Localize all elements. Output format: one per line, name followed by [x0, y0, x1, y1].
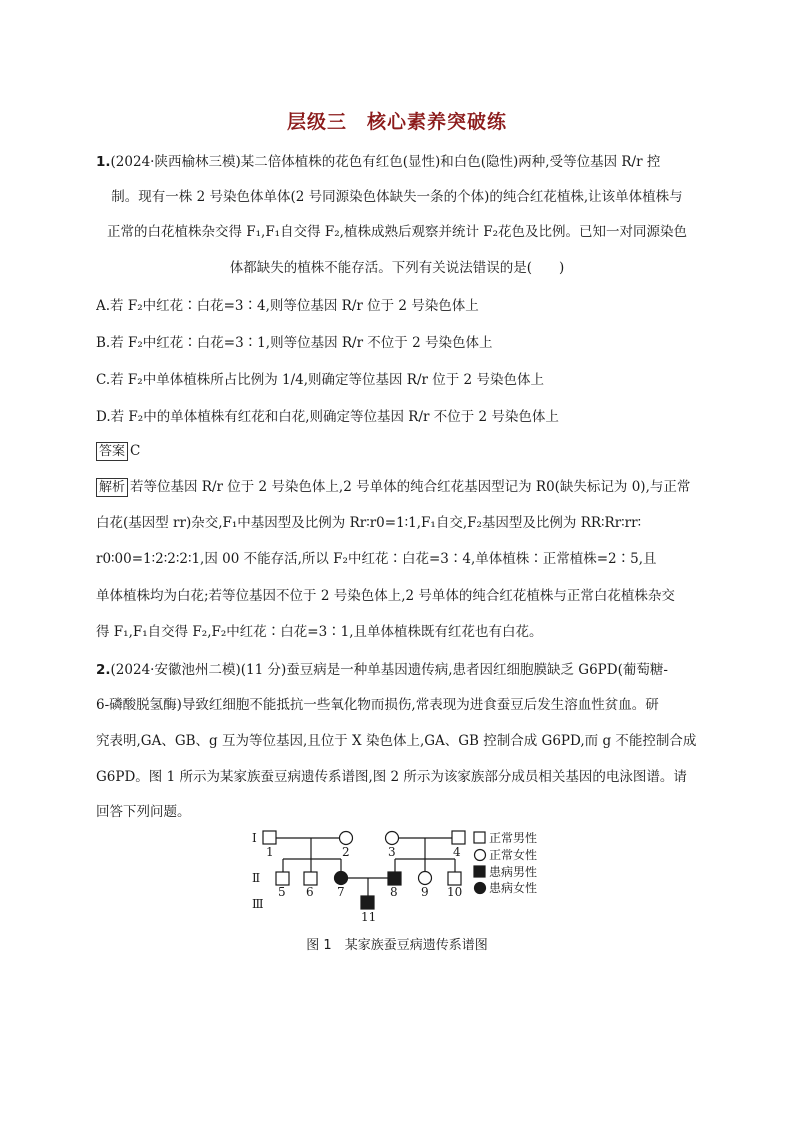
- page-title: 层级三 核心素养突破练: [286, 111, 507, 133]
- number-7: 7: [337, 885, 345, 899]
- question-1-line-3: 正常的白花植株杂交得 F₁,F₁自交得 F₂,植株成熟后观察并统计 F₂花色及比例。已知一对同源染色: [106, 224, 688, 240]
- question-1-line-2: 制。现有一株 2 号染色体单体(2 号同源染色体缺失一条的个体)的纯合红花植株,让该单体植株与: [111, 189, 683, 205]
- individual-10-male: [448, 872, 461, 885]
- individual-6-male: [304, 872, 317, 885]
- number-1: 1: [266, 845, 274, 859]
- answer-tag: 答案: [96, 442, 128, 461]
- individual-9-female: [419, 872, 432, 885]
- generation-label-2: Ⅱ: [252, 871, 261, 885]
- legend-normal-female: 正常女性: [489, 848, 538, 862]
- legend-normal-male-icon: [474, 832, 485, 843]
- figure-caption: 图 1 某家族蚕豆病遗传系谱图: [306, 938, 488, 953]
- number-2: 2: [342, 845, 350, 859]
- generation-label-3: Ⅲ: [252, 897, 264, 911]
- analysis-line-3: r0∶00=1∶2∶2∶2∶1,因 00 不能存活,所以 F₂中红花∶白花=3∶4,单体植株∶正常植株=2∶5,且: [96, 551, 657, 567]
- number-11: 11: [361, 910, 377, 924]
- question-2-text: (2024·安徽池州二模)(11 分)蚕豆病是一种单基因遗传病,患者因红细胞膜缺乏 G6PD(葡萄糖-: [110, 662, 668, 678]
- number-4: 4: [453, 845, 461, 859]
- individual-4-male: [452, 831, 465, 844]
- individual-1-male: [263, 831, 276, 844]
- legend-affected-male: 患病男性: [489, 865, 538, 879]
- question-1-text: (2024·陕西榆林三模)某二倍体植株的花色有红色(显性)和白色(隐性)两种,受等位基因 R/r 控: [110, 154, 661, 170]
- number-9: 9: [421, 885, 429, 899]
- analysis-line-4: 单体植株均为白花;若等位基因不位于 2 号染色体上,2 号单体的纯合红花植株与正常白花植株杂交: [96, 588, 675, 604]
- legend-affected-female: 患病女性: [489, 881, 538, 895]
- individual-7-affected-female: [335, 872, 348, 885]
- question-2-number: 2.: [96, 662, 111, 678]
- answer-value: C: [130, 443, 141, 459]
- analysis-line-5: 得 F₁,F₁自交得 F₂,F₂中红花∶白花=3∶1,且单体植株既有红花也有白花。: [96, 624, 543, 640]
- analysis-line-2: 白花(基因型 rr)杂交,F₁中基因型及比例为 Rr∶r0=1∶1,F₁自交,F₂基因型及比例为 RR∶Rr∶rr∶: [96, 515, 642, 531]
- individual-5-male: [276, 872, 289, 885]
- option-b: B.若 F₂中红花∶白花=3∶1,则等位基因 R/r 不位于 2 号染色体上: [96, 335, 493, 351]
- individual-2-female: [340, 832, 353, 845]
- number-10: 10: [447, 885, 463, 899]
- question-1-number: 1.: [96, 154, 111, 170]
- individual-3-female: [386, 832, 399, 845]
- analysis-tag: 解析: [96, 478, 128, 497]
- question-2-line-2: 6-磷酸脱氢酶)导致红细胞不能抵抗一些氧化物而损伤,常表现为进食蚕豆后发生溶血性贫血。研: [96, 697, 659, 713]
- generation-label-1: Ⅰ: [252, 831, 257, 845]
- question-2-line-5: 回答下列问题。: [96, 804, 191, 820]
- option-a: A.若 F₂中红花∶白花=3∶4,则等位基因 R/r 位于 2 号染色体上: [96, 298, 479, 314]
- legend-normal-male: 正常男性: [489, 831, 538, 845]
- number-8: 8: [390, 885, 398, 899]
- legend-affected-male-icon: [474, 866, 485, 877]
- question-2-line-3: 究表明,GA、GB、g 互为等位基因,且位于 X 染色体上,GA、GB 控制合成 G6PD,而 g 不能控制合成: [96, 733, 697, 749]
- option-c: C.若 F₂中单体植株所占比例为 1/4,则确定等位基因 R/r 位于 2 号染色体上: [96, 372, 544, 388]
- question-2-line-4: G6PD。图 1 所示为某家族蚕豆病遗传系谱图,图 2 所示为该家族部分成员相关基因的电泳图谱。请: [96, 769, 687, 785]
- number-6: 6: [306, 885, 314, 899]
- number-3: 3: [388, 845, 396, 859]
- legend-affected-female-icon: [475, 883, 486, 894]
- analysis-text: 若等位基因 R/r 位于 2 号染色体上,2 号单体的纯合红花基因型记为 R0(缺失标记为 0),与正常: [130, 479, 691, 495]
- question-1-line-4: 体都缺失的植株不能存活。下列有关说法错误的是( ): [229, 260, 565, 276]
- individual-8-affected-male: [388, 872, 401, 885]
- legend-normal-female-icon: [475, 850, 486, 861]
- option-d: D.若 F₂中的单体植株有红花和白花,则确定等位基因 R/r 不位于 2 号染色体上: [96, 409, 559, 425]
- number-5: 5: [278, 885, 286, 899]
- individual-11-affected-male: [361, 896, 374, 909]
